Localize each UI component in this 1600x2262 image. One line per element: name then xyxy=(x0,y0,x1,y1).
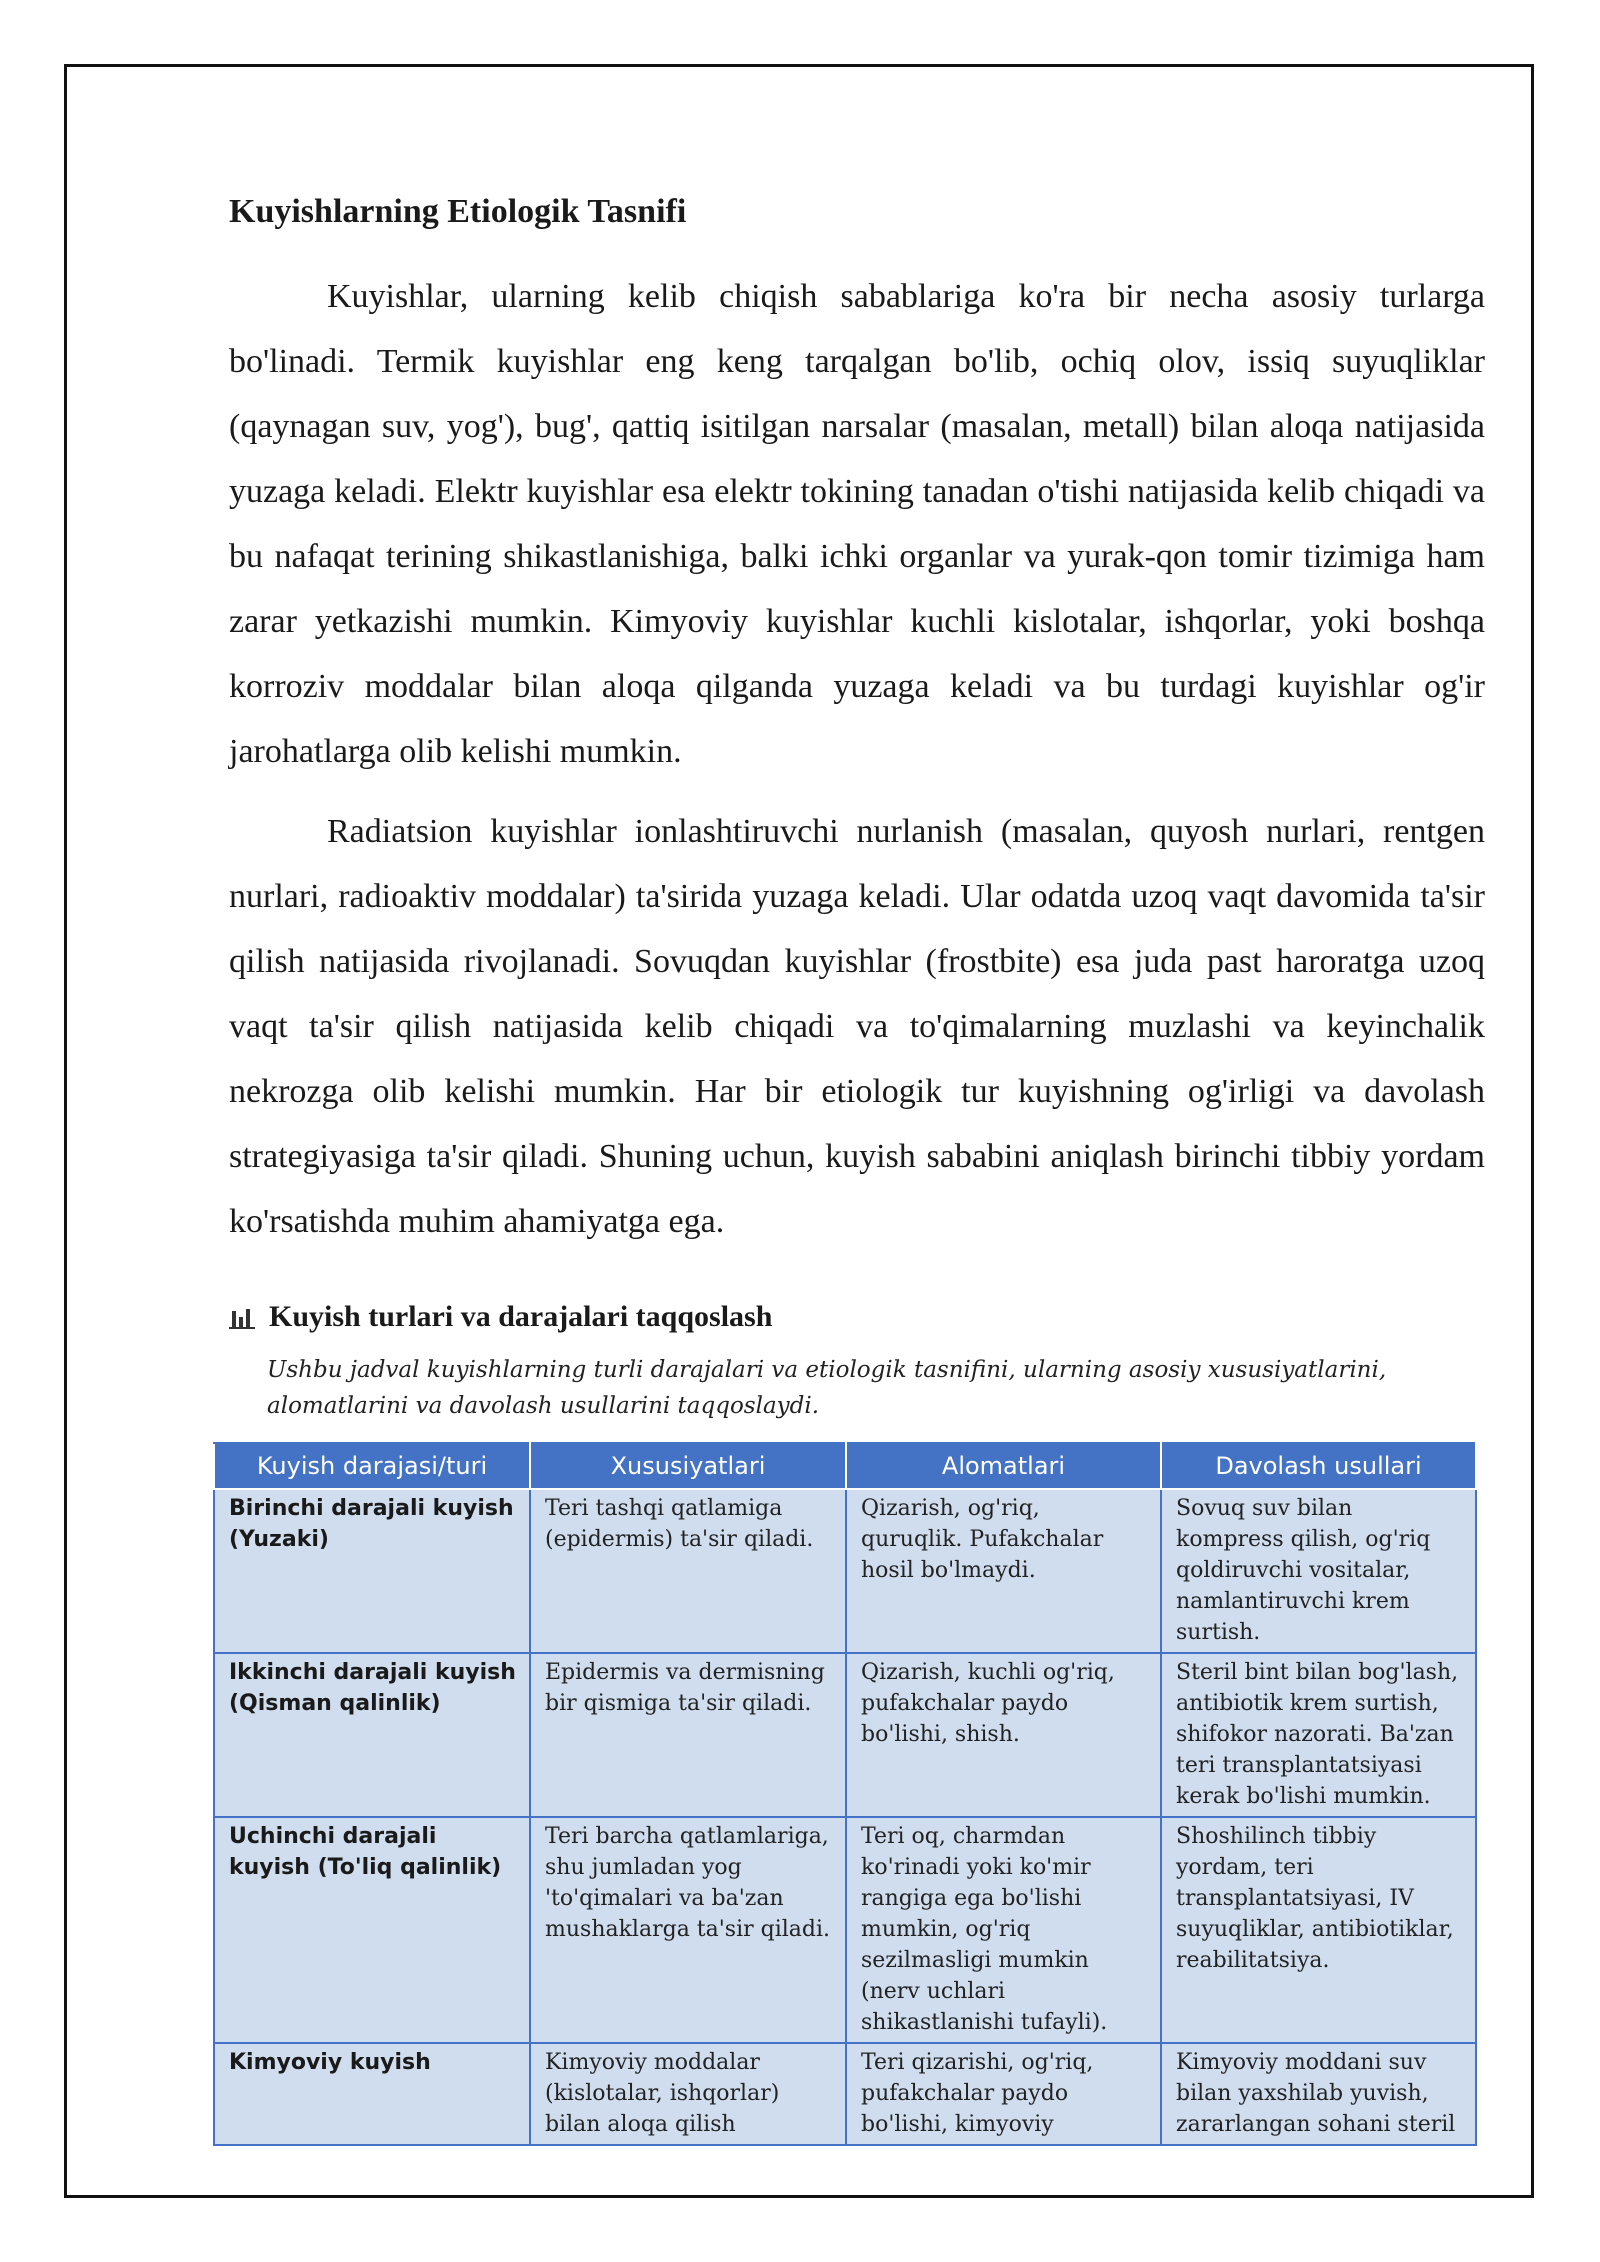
table-row xyxy=(214,1489,1476,1653)
cell-type: Kimyoviy kuyish xyxy=(214,2043,530,2145)
table-caption: Ushbu jadval kuyishlarning turli darajalari va etiologik tasnifini, ularning asosiy xususiyatlarini, alomatlarini va davolash usullarini taqqoslaydi. xyxy=(267,1357,1387,1420)
cell-treatment: Shoshilinch tibbiy yordam, teri transplantatsiyasi, IV suyuqliklar, antibiotiklar, reabilitatsiya. xyxy=(1161,1817,1476,2043)
table-row xyxy=(214,2043,1476,2145)
cell-symptoms: Teri oq, charmdan ko'rinadi yoki ko'mir rangiga ega bo'lishi mumkin, og'riq sezilmasligi mumkin (nerv uchlari shikastlanishi tufayli). xyxy=(846,1817,1161,2043)
column-header-symptoms: Alomatlari xyxy=(846,1443,1161,1489)
table-title: Kuyish turlari va darajalari taqqoslash xyxy=(269,1300,773,1334)
cell-symptoms: Qizarish, og'riq, quruqlik. Pufakchalar hosil bo'lmaydi. xyxy=(846,1489,1161,1653)
cell-type: Uchinchi darajali kuyish (To'liq qalinlik) xyxy=(214,1817,530,2043)
cell-features: Epidermis va dermisning bir qismiga ta'sir qiladi. xyxy=(530,1653,846,1817)
document-body xyxy=(229,190,1485,2146)
section-heading: Kuyishlarning Etiologik Tasnifi xyxy=(229,193,687,230)
table-header-row xyxy=(214,1443,1476,1489)
column-header-features: Xususiyatlari xyxy=(530,1443,846,1489)
table-row xyxy=(214,1653,1476,1817)
cell-symptoms: Qizarish, kuchli og'riq, pufakchalar paydo bo'lishi, shish. xyxy=(846,1653,1161,1817)
paragraph-etiology-2: Radiatsion kuyishlar ionlashtiruvchi nurlanish (masalan, quyosh nurlari, rentgen nurlari, radioaktiv moddalar) ta'sirida yuzaga keladi. Ular odatda uzoq vaqt davomida ta'sir qilish natijasida rivojlanadi. Sovuqdan kuyishlar (frostbite) esa juda past haroratga uzoq vaqt ta'sir qilish natijasida kelib chiqadi va to'qimalarning muzlashi va keyinchalik nekrozga olib kelishi mumkin. Har bir etiologik tur kuyishning og'irligi va davolash strategiyasiga ta'sir qiladi. Shuning uchun, kuyish sababini aniqlash birinchi tibbiy yordam ko'rsatishda muhim ahamiyatga ega. xyxy=(229,813,1485,1241)
cell-features: Teri barcha qatlamlariga, shu jumladan yog 'to'qimalari va ba'zan mushaklarga ta'sir qiladi. xyxy=(530,1817,846,2043)
cell-treatment: Steril bint bilan bog'lash, antibiotik krem surtish, shifokor nazorati. Ba'zan teri transplantatsiyasi kerak bo'lishi mumkin. xyxy=(1161,1653,1476,1817)
paragraph-etiology-1: Kuyishlar, ularning kelib chiqish sabablariga ko'ra bir necha asosiy turlarga bo'linadi. Termik kuyishlar eng keng tarqalgan bo'lib, ochiq olov, issiq suyuqliklar (qaynagan suv, yog'), bug', qattiq isitilgan narsalar (masalan, metall) bilan aloqa natijasida yuzaga keladi. Elektr kuyishlar esa elektr tokining tanadan o'tishi natijasida kelib chiqadi va bu nafaqat terining shikastlanishiga, balki ichki organlar va yurak-qon tomir tizimiga ham zarar yetkazishi mumkin. Kimyoviy kuyishlar kuchli kislotalar, ishqorlar, yoki boshqa korroziv moddalar bilan aloqa qilganda yuzaga keladi va bu turdagi kuyishlar og'ir jarohatlarga olib kelishi mumkin. xyxy=(229,278,1485,771)
cell-type: Ikkinchi darajali kuyish (Qisman qalinlik) xyxy=(214,1653,530,1817)
table-title-row xyxy=(229,1300,1485,1334)
cell-type: Birinchi darajali kuyish (Yuzaki) xyxy=(214,1489,530,1653)
table-row xyxy=(214,1817,1476,2043)
cell-symptoms: Teri qizarishi, og'riq, pufakchalar paydo bo'lishi, kimyoviy xyxy=(846,2043,1161,2145)
column-header-treatment: Davolash usullari xyxy=(1161,1443,1476,1489)
cell-treatment: Sovuq suv bilan kompress qilish, og'riq qoldiruvchi vositalar, namlantiruvchi krem surtish. xyxy=(1161,1489,1476,1653)
column-header-type: Kuyish darajasi/turi xyxy=(214,1443,530,1489)
cell-treatment: Kimyoviy moddani suv bilan yaxshilab yuvish, zararlangan sohani steril xyxy=(1161,2043,1476,2145)
cell-features: Kimyoviy moddalar (kislotalar, ishqorlar) bilan aloqa qilish xyxy=(530,2043,846,2145)
cell-features: Teri tashqi qatlamiga (epidermis) ta'sir qiladi. xyxy=(530,1489,846,1653)
burn-comparison-table xyxy=(213,1442,1477,2146)
bar-chart-icon xyxy=(229,1305,255,1329)
